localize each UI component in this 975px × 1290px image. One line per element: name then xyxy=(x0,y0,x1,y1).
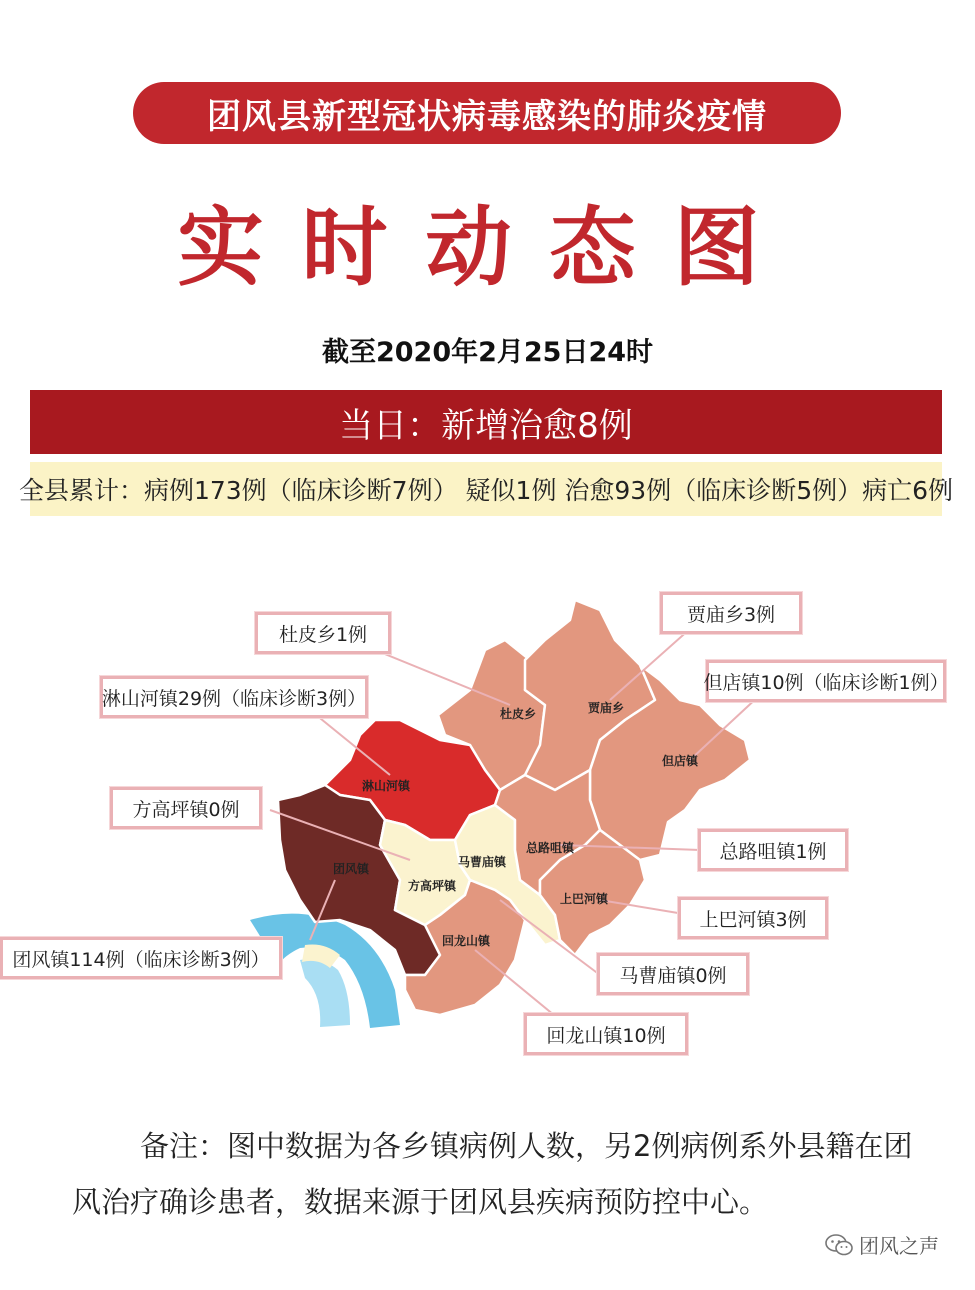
callout-dupi: 杜皮乡1例 xyxy=(255,612,391,654)
callout-jiamiao: 贾庙乡3例 xyxy=(660,592,802,634)
footnote xyxy=(72,1118,922,1230)
callout-shangbahe: 上巴河镇3例 xyxy=(678,897,828,939)
watermark xyxy=(825,1230,939,1259)
callout-huilongshan: 回龙山镇10例 xyxy=(524,1013,688,1055)
label-dupi: 杜皮乡 xyxy=(500,707,537,721)
label-linshanhe: 淋山河镇 xyxy=(362,779,411,793)
callout-zongluju: 总路咀镇1例 xyxy=(698,829,848,871)
label-tuanfeng: 团风镇 xyxy=(333,862,370,876)
callout-linshanhe: 淋山河镇29例（临床诊断3例） xyxy=(100,676,368,718)
label-dandian: 但店镇 xyxy=(662,754,699,768)
label-zongluju: 总路咀镇 xyxy=(526,841,575,855)
callout-dandian: 但店镇10例（临床诊断1例） xyxy=(706,660,946,702)
header-subtitle: 实时动态图 xyxy=(177,197,798,298)
label-jiamiao: 贾庙乡 xyxy=(588,701,625,715)
header-title: 团风县新型冠状病毒感染的肺炎疫情 xyxy=(133,82,841,144)
callout-fanggaoping: 方高坪镇0例 xyxy=(110,787,262,829)
label-macaomiao: 马曹庙镇 xyxy=(458,855,507,869)
label-huilongshan: 回龙山镇 xyxy=(442,934,491,948)
watermark-text: 团风之声 xyxy=(859,1234,939,1258)
callout-tuanfeng: 团风镇114例（临床诊断3例） xyxy=(0,937,282,979)
wechat-icon xyxy=(825,1234,853,1256)
footnote-text: 备注：图中数据为各乡镇病例人数，另2例病例系外县籍在团风治疗确诊患者，数据来源于团风县疾病预防控中心。 xyxy=(72,1129,913,1219)
daily-update-bar: 当日：新增治愈8例 xyxy=(30,390,942,454)
cumulative-stats-bar: 全县累计：病例173例（临床诊断7例） 疑似1例 治愈93例（临床诊断5例）病亡6例 xyxy=(30,462,942,516)
callout-macaomiao: 马曹庙镇0例 xyxy=(597,953,749,995)
label-shangbahe: 上巴河镇 xyxy=(560,892,609,906)
as-of-date: 截至2020年2月25日24时 xyxy=(321,337,654,368)
label-fanggaoping: 方高坪镇 xyxy=(408,879,457,893)
